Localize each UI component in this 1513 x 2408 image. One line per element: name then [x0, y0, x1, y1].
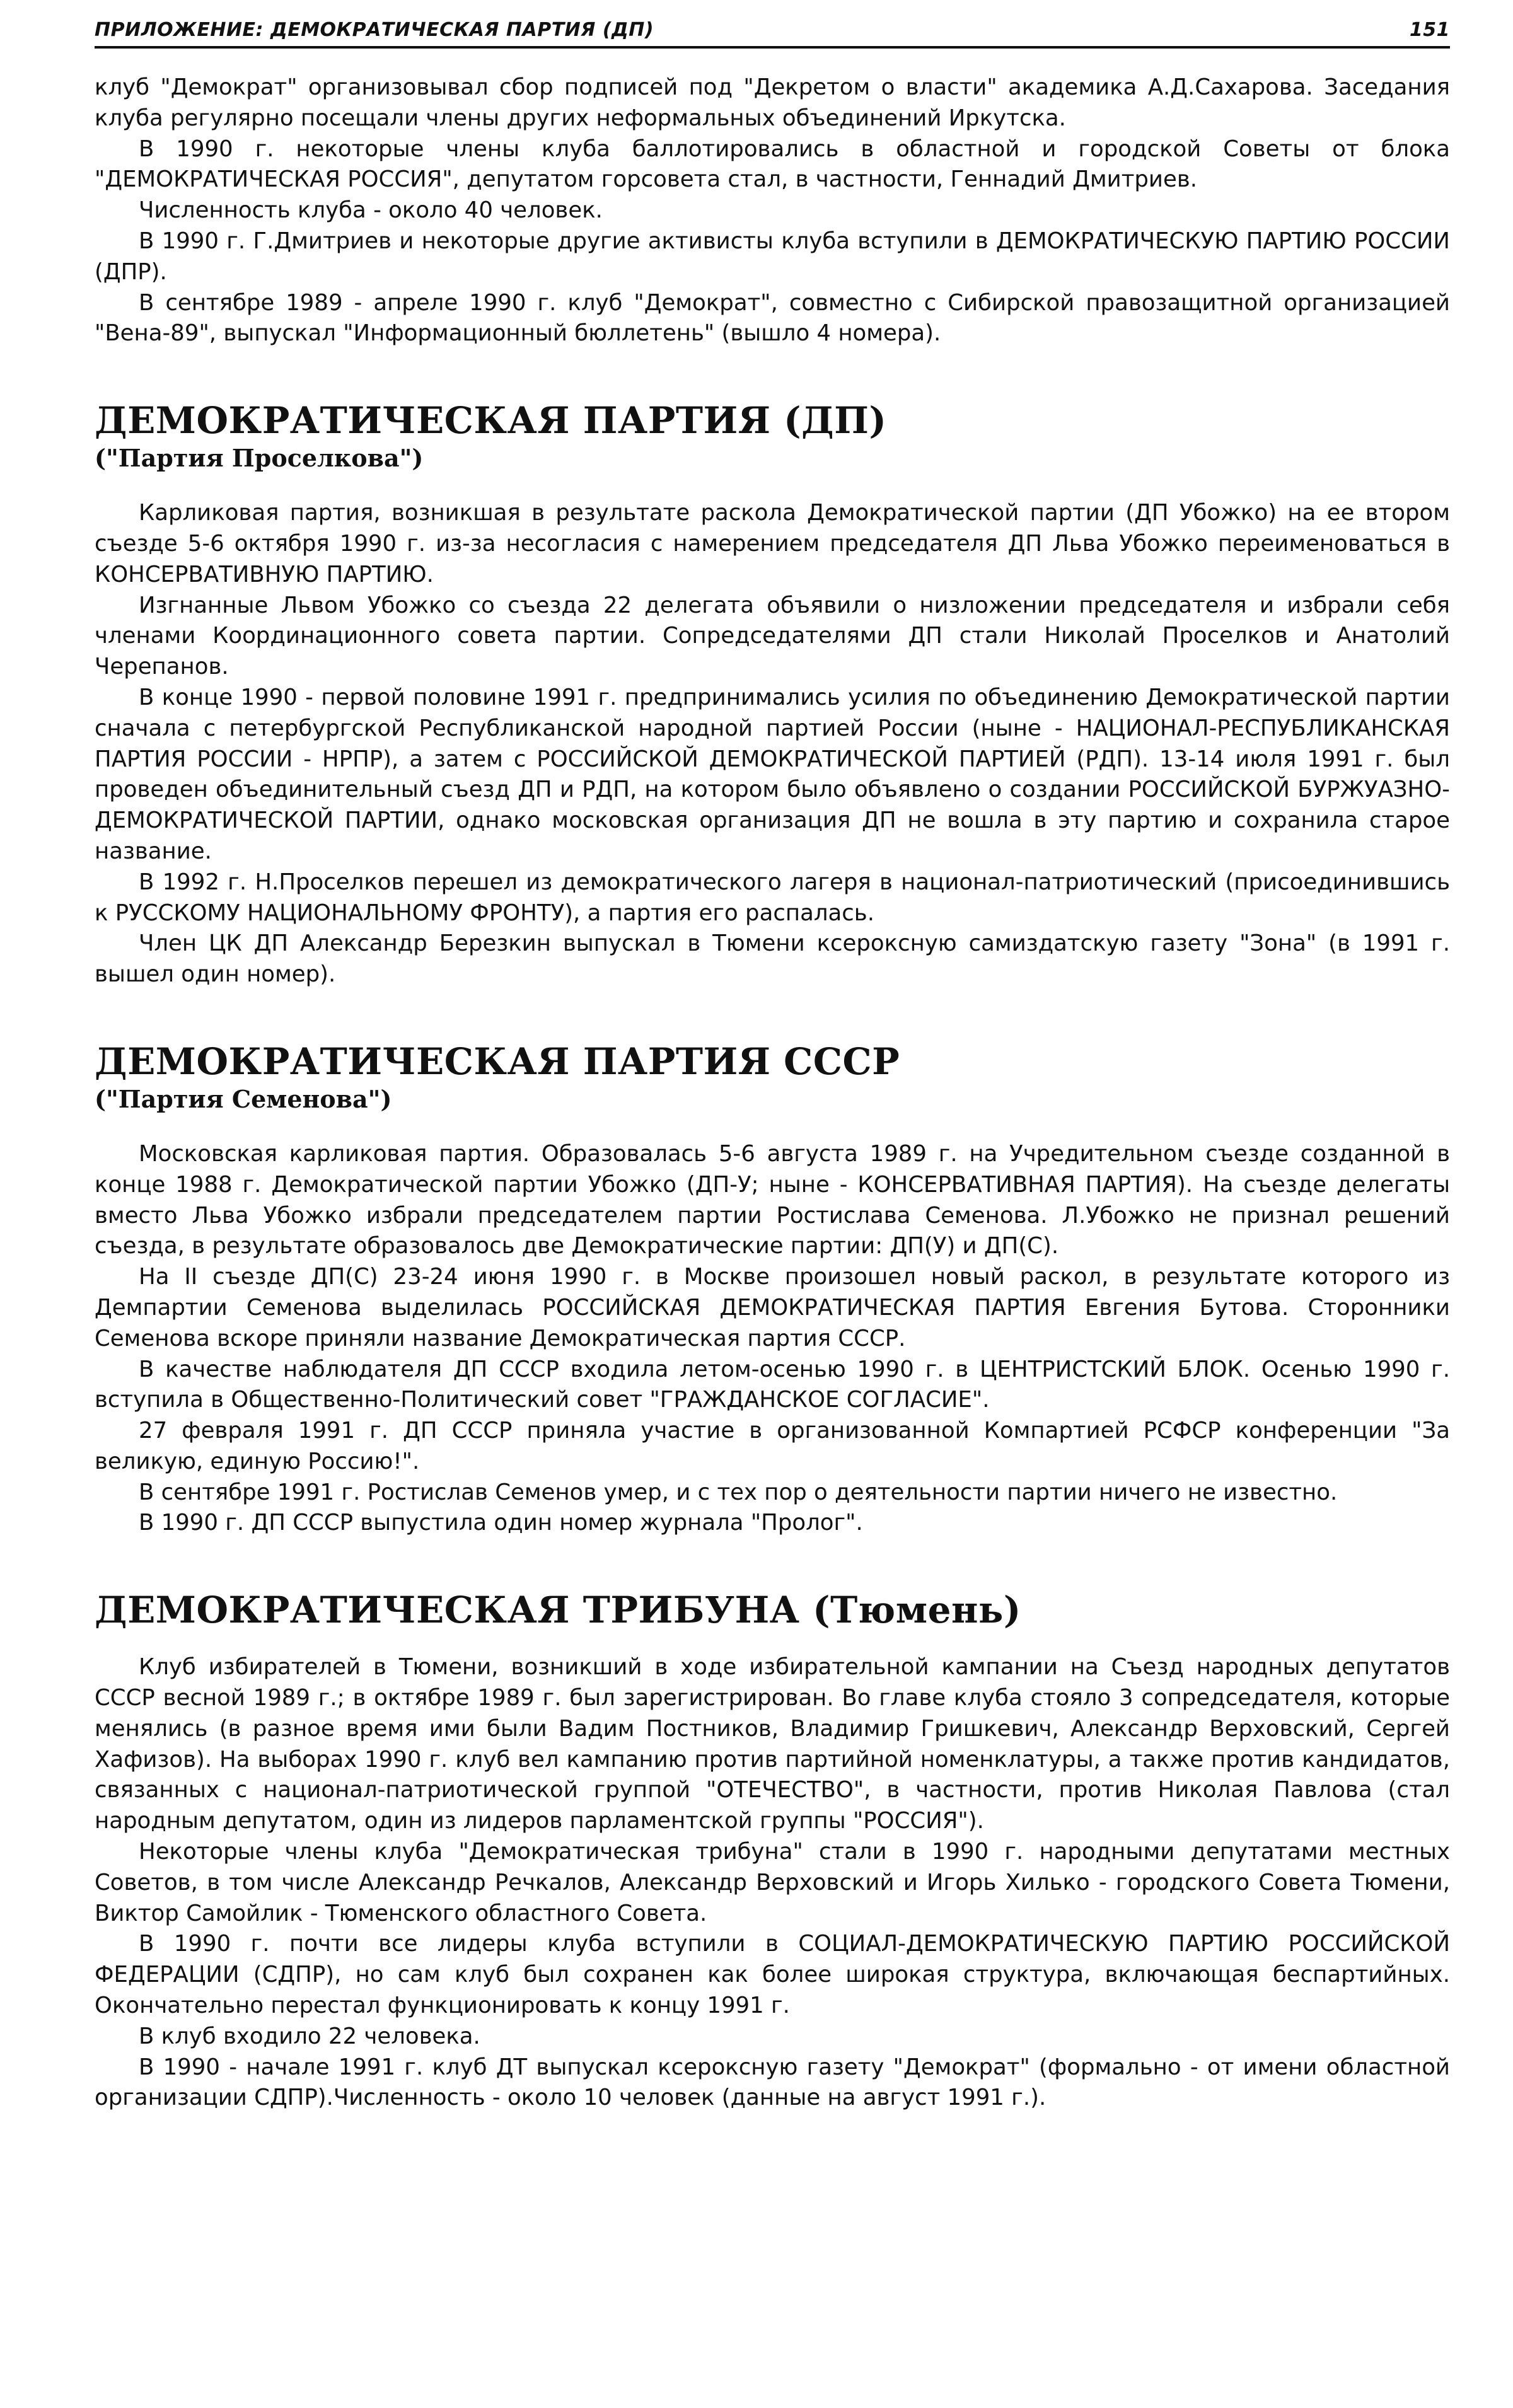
section-paragraph: 27 февраля 1991 г. ДП СССР приняла участие в организованной Компартией РСФСР конференции "За великую, единую Россию!".: [95, 1418, 1450, 1474]
page: [95, 19, 1450, 2114]
page-number: 151: [1409, 19, 1450, 41]
section-paragraph: Изгнанные Львом Убожко со съезда 22 делегата объявили о низложении председателя и избрали себя членами Координационного совета партии. Сопредседателями ДП стали Николай Проселков и Анатолий Черепанов.: [95, 592, 1450, 680]
section-paragraph: Член ЦК ДП Александр Березкин выпускал в Тюмени ксероксную самиздатскую газету "Зона" (в 1991 г. вышел один номер).: [95, 930, 1450, 988]
section-title-dp: ДЕМОКРАТИЧЕСКАЯ ПАРТИЯ (ДП): [95, 399, 887, 443]
intro-paragraph: клуб "Демократ" организовывал сбор подписей под "Декретом о власти" академика А.Д.Сахарова. Заседания клуба регулярно посещали члены других неформальных объединений Иркутска.: [95, 74, 1450, 131]
section-subtitle-dp-ussr: ("Партия Семенова"): [95, 1084, 392, 1113]
section-paragraph: В 1992 г. Н.Проселков перешел из демократического лагеря в национал-патриотический (присоединившись к РУССКОМУ НАЦИОНАЛЬНОМУ ФРОНТУ), а партия его распалась.: [95, 869, 1450, 926]
section-paragraph: Некоторые члены клуба "Демократическая трибуна" стали в 1990 г. народными депутатами местных Советов, в том числе Александр Речкалов, Александр Верховский и Игорь Хилько - городского Совета Тюмени, Виктор Самойлик - Тюменского областного Совета.: [95, 1839, 1450, 1926]
section-subtitle-dp: ("Партия Проселкова"): [95, 444, 424, 473]
section-paragraph: Клуб избирателей в Тюмени, возникший в ходе избирательной кампании на Съезд народных депутатов СССР весной 1989 г.; в октябре 1989 г. был зарегистрирован. Во главе клуба стояло 3 сопредседателя, которые менялись (в разное время ими были Вадим Постников, Владимир Гришкевич, Александр Верховский, Сергей Хафизов). На выборах 1990 г. клуб вел кампанию против партийной номенклатуры, а также против кандидатов, связанных с национал-патриотической группой "ОТЕЧЕСТВО", в частности, против Николая Павлова (стал народным депутатом, один из лидеров парламентской группы "РОССИЯ").: [95, 1654, 1450, 1834]
intro-paragraph: В сентябре 1989 - апреле 1990 г. клуб "Демократ", совместно с Сибирской правозащитной организацией "Вена-89", выпускал "Информационный бюллетень" (вышло 4 номера).: [95, 289, 1450, 347]
section-title-dp-ussr: ДЕМОКРАТИЧЕСКАЯ ПАРТИЯ СССР: [95, 1039, 900, 1083]
section-title-dem-tribuna: ДЕМОКРАТИЧЕСКАЯ ТРИБУНА (Тюмень): [95, 1589, 1021, 1632]
section-paragraph: В клуб входило 22 человека.: [139, 2023, 480, 2049]
section-paragraph: Московская карликовая партия. Образовалась 5-6 августа 1989 г. на Учредительном съезде созданной в конце 1988 г. Демократической партии Убожко (ДП-У; ныне - КОНСЕРВАТИВНАЯ ПАРТИЯ). На съезде делегаты вместо Льва Убожко избрали председателем партии Ростислава Семенова. Л.Убожко не признал решений съезда, в результате образовалось две Демократические партии: ДП(У) и ДП(С).: [95, 1140, 1450, 1259]
section-paragraph: В конце 1990 - первой половине 1991 г. предпринимались усилия по объединению Демократической партии сначала с петербургской Республиканской народной партией России (ныне - НАЦИОНАЛ-РЕСПУБЛИКАНСКАЯ ПАРТИЯ РОССИИ - НРПР), а затем с РОССИЙСКОЙ ДЕМОКРАТИЧЕСКОЙ ПАРТИЕЙ (РДП). 13-14 июля 1991 г. был проведен объединительный съезд ДП и РДП, на котором было объявлено о создании РОССИЙСКОЙ БУРЖУАЗНО-ДЕМОКРАТИЧЕСКОЙ ПАРТИИ, однако московская организация ДП не вошла в эту партию и сохранила старое название.: [95, 684, 1450, 864]
section-paragraph: В качестве наблюдателя ДП СССР входила летом-осенью 1990 г. в ЦЕНТРИСТСКИЙ БЛОК. Осенью 1990 г. вступила в Общественно-Политический совет "ГРАЖДАНСКОЕ СОГЛАСИЕ".: [95, 1356, 1450, 1413]
section-body-dp: [95, 498, 1450, 990]
running-header: [95, 19, 1450, 49]
section-body-dp-ussr: [95, 1139, 1450, 1539]
section-paragraph: В 1990 г. ДП СССР выпустила один номер журнала "Пролог".: [139, 1510, 863, 1536]
intro-block: [95, 72, 1450, 349]
section-paragraph: В 1990 г. почти все лидеры клуба вступили в СОЦИАЛ-ДЕМОКРАТИЧЕСКУЮ ПАРТИЮ РОССИЙСКОЙ ФЕДЕРАЦИИ (СДПР), но сам клуб был сохранен как более широкая структура, включающая беспартийных. Окончательно перестал функционировать к концу 1991 г.: [95, 1931, 1450, 2019]
intro-paragraph: Численность клуба - около 40 человек.: [139, 197, 603, 224]
section-paragraph: В сентябре 1991 г. Ростислав Семенов умер, и с тех пор о деятельности партии ничего не известно.: [139, 1479, 1338, 1505]
section-body-dem-tribuna: [95, 1652, 1450, 2114]
intro-paragraph: В 1990 г. некоторые члены клуба баллотировались в областной и городской Советы от блока "ДЕМОКРАТИЧЕСКАЯ РОССИЯ", депутатом горсовета стал, в частности, Геннадий Дмитриев.: [95, 136, 1450, 193]
section-paragraph: Карликовая партия, возникшая в результате раскола Демократической партии (ДП Убожко) на ее втором съезде 5-6 октября 1990 г. из-за несогласия с намерением председателя ДП Льва Убожко переименоваться в КОНСЕРВАТИВНУЮ ПАРТИЮ.: [95, 500, 1450, 588]
section-paragraph: На II съезде ДП(С) 23-24 июня 1990 г. в Москве произошел новый раскол, в результате которого из Демпартии Семенова выделилась РОССИЙСКАЯ ДЕМОКРАТИЧЕСКАЯ ПАРТИЯ Евгения Бутова. Сторонники Семенова вскоре приняли название Демократическая партия СССР.: [95, 1264, 1450, 1352]
running-title: ПРИЛОЖЕНИЕ: ДЕМОКРАТИЧЕСКАЯ ПАРТИЯ (ДП): [95, 19, 654, 41]
intro-paragraph: В 1990 г. Г.Дмитриев и некоторые другие активисты клуба вступили в ДЕМОКРАТИЧЕСКУЮ ПАРТИЮ РОССИИ (ДПР).: [95, 228, 1450, 285]
section-paragraph: В 1990 - начале 1991 г. клуб ДТ выпускал ксероксную газету "Демократ" (формально - от имени областной организации СДПР).Численность - около 10 человек (данные на август 1991 г.).: [95, 2054, 1450, 2111]
